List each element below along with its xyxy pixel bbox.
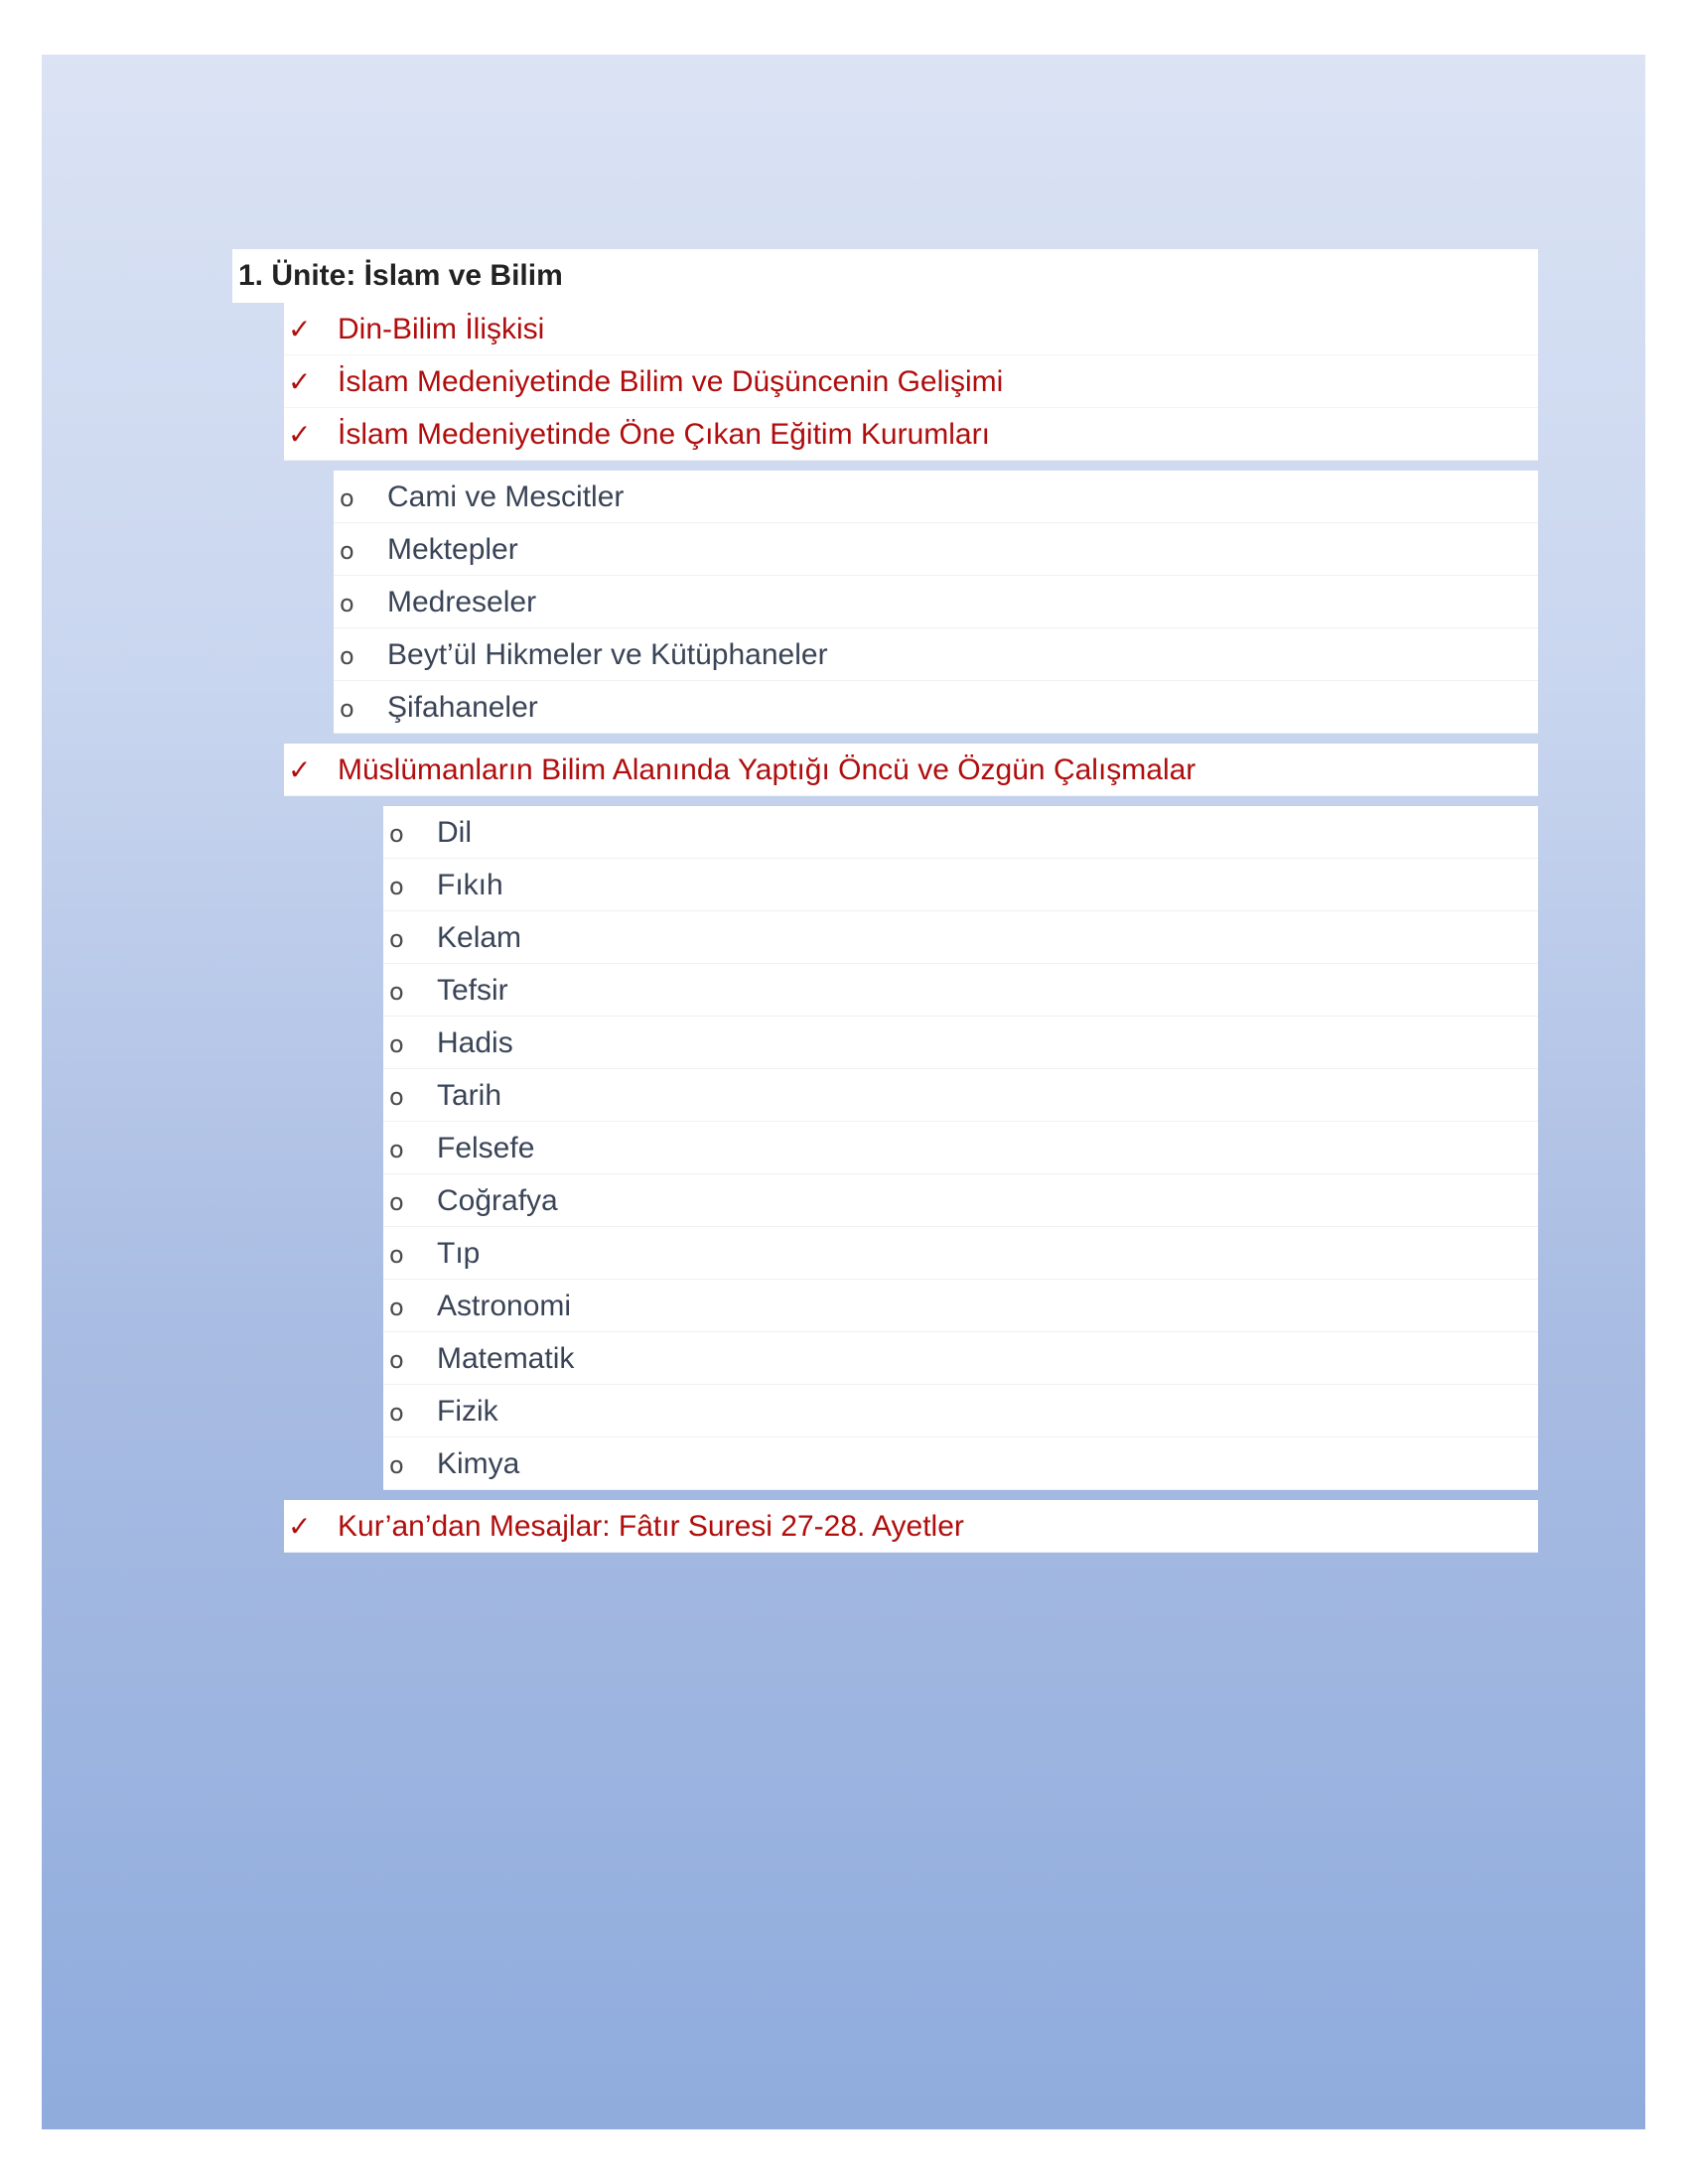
unit-title: 1. Ünite: İslam ve Bilim <box>232 249 1538 303</box>
list-item <box>383 806 1538 859</box>
list-item-label: Cami ve Mescitler <box>387 480 625 513</box>
list-item <box>334 576 1538 628</box>
field-list <box>383 806 1538 1490</box>
list-item <box>383 1280 1538 1332</box>
topic-label: İslam Medeniyetinde Öne Çıkan Eğitim Kurumları <box>338 418 990 451</box>
list-item-label: Felsefe <box>437 1132 535 1164</box>
topic-group-2 <box>284 744 1538 796</box>
list-item <box>383 1174 1538 1227</box>
page-background <box>42 55 1645 2129</box>
list-item-label: Beyt’ül Hikmeler ve Kütüphaneler <box>387 638 828 671</box>
topic-group-3 <box>284 1500 1538 1553</box>
list-item <box>383 1385 1538 1437</box>
institution-list <box>334 471 1538 734</box>
check-icon: ✓ <box>288 313 312 345</box>
list-item-label: Kelam <box>437 921 522 954</box>
list-item <box>383 1332 1538 1385</box>
list-item <box>383 1017 1538 1069</box>
document-outline <box>232 249 1538 1553</box>
topic-group-1 <box>284 303 1538 461</box>
spacer <box>232 1490 1538 1500</box>
list-item <box>383 911 1538 964</box>
list-item <box>383 1227 1538 1280</box>
circle-bullet-icon: o <box>389 1030 404 1058</box>
list-item-label: Coğrafya <box>437 1184 558 1217</box>
list-item-label: Tarih <box>437 1079 502 1112</box>
circle-bullet-icon: o <box>340 590 354 617</box>
circle-bullet-icon: o <box>389 1346 404 1374</box>
circle-bullet-icon: o <box>389 1451 404 1479</box>
list-item <box>383 964 1538 1017</box>
topic-item <box>284 355 1538 408</box>
list-item-label: Tıp <box>437 1237 481 1270</box>
topic-label: Kur’an’dan Mesajlar: Fâtır Suresi 27-28. Ayetler <box>338 1510 964 1543</box>
topic-label: Din-Bilim İlişkisi <box>338 313 545 345</box>
circle-bullet-icon: o <box>340 484 354 512</box>
list-item <box>334 523 1538 576</box>
topic-item <box>284 744 1538 796</box>
circle-bullet-icon: o <box>389 820 404 848</box>
check-icon: ✓ <box>288 753 312 786</box>
list-item-label: Astronomi <box>437 1290 572 1322</box>
circle-bullet-icon: o <box>389 873 404 900</box>
list-item <box>334 681 1538 734</box>
list-item-label: Tefsir <box>437 974 508 1007</box>
topic-label: Müslümanların Bilim Alanında Yaptığı Öncü ve Özgün Çalışmalar <box>338 753 1196 786</box>
list-item-label: Mektepler <box>387 533 518 566</box>
spacer <box>232 796 1538 806</box>
topic-item <box>284 303 1538 355</box>
circle-bullet-icon: o <box>389 978 404 1006</box>
check-icon: ✓ <box>288 365 312 398</box>
circle-bullet-icon: o <box>389 1294 404 1321</box>
circle-bullet-icon: o <box>340 695 354 723</box>
topic-label: İslam Medeniyetinde Bilim ve Düşüncenin Gelişimi <box>338 365 1004 398</box>
circle-bullet-icon: o <box>389 1136 404 1163</box>
topic-item <box>284 1500 1538 1553</box>
list-item-label: Fıkıh <box>437 869 503 901</box>
list-item <box>383 859 1538 911</box>
list-item-label: Kimya <box>437 1447 520 1480</box>
list-item-label: Fizik <box>437 1395 498 1428</box>
list-item <box>383 1437 1538 1490</box>
check-icon: ✓ <box>288 418 312 451</box>
list-item <box>383 1069 1538 1122</box>
spacer <box>232 734 1538 744</box>
list-item <box>334 628 1538 681</box>
list-item <box>383 1122 1538 1174</box>
topic-item <box>284 408 1538 461</box>
list-item-label: Medreseler <box>387 586 537 618</box>
circle-bullet-icon: o <box>389 1241 404 1269</box>
circle-bullet-icon: o <box>340 537 354 565</box>
circle-bullet-icon: o <box>389 925 404 953</box>
list-item-label: Matematik <box>437 1342 575 1375</box>
check-icon: ✓ <box>288 1510 312 1543</box>
circle-bullet-icon: o <box>389 1399 404 1427</box>
list-item <box>334 471 1538 523</box>
circle-bullet-icon: o <box>389 1083 404 1111</box>
spacer <box>232 461 1538 471</box>
list-item-label: Şifahaneler <box>387 691 538 724</box>
circle-bullet-icon: o <box>389 1188 404 1216</box>
circle-bullet-icon: o <box>340 642 354 670</box>
list-item-label: Hadis <box>437 1026 513 1059</box>
list-item-label: Dil <box>437 816 472 849</box>
